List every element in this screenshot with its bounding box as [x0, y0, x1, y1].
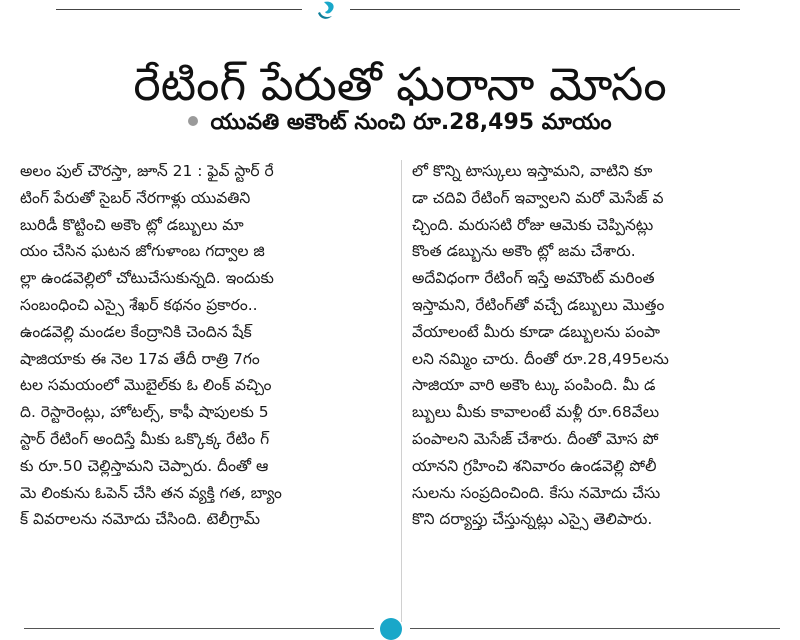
subheadline: యువతి అకౌంట్ నుంచి రూ.28,495 మాయం	[210, 110, 612, 135]
article-line: మె లింకును ఓపెన్ చేసి తన వ్యక్తి గత, బ్యాం	[20, 483, 282, 502]
article-line: పంపాలని మెసేజ్ చేశారు. దీంతో మోస పో	[412, 429, 659, 448]
article-line: కొంత డబ్బును అకౌం ట్లో జమ చేశారు.	[412, 242, 636, 261]
article-line: టల సమయంలో మొబైల్‌కు ఓ లింక్ వచ్చిం	[20, 376, 272, 395]
article-line: లని నమ్మిం చారు. దీంతో రూ.28,495లను	[412, 349, 669, 368]
article-line: యం చేసిన ఘటన జోగుళాంబ గద్వాల జి	[20, 242, 265, 261]
article-column-right	[412, 158, 794, 533]
article-line: ఇస్తామని, రేటింగ్‌తో వచ్చే డబ్బులు మొత్తం	[412, 295, 665, 314]
article-line: కు రూ.50 చెల్లిస్తామని చెప్పారు. దీంతో ఆ	[20, 456, 269, 475]
article-line: బ్బులు మీకు కావాలంటే మళ్లీ రూ.68వేలు	[412, 403, 660, 422]
headline: రేటింగ్ పేరుతో ఘరానా మోసం	[133, 56, 667, 111]
article-line: ల్లా ఉండవెల్లిలో చోటుచేసుకున్నది. ఇందుకు	[20, 269, 274, 288]
article-line: సులను సంప్రదించింది. కేసు నమోదు చేసు	[412, 483, 661, 502]
article-line: అలం పుల్ చౌరస్తా, జూన్ 21 : ఫైవ్ స్టార్ రే	[20, 162, 274, 180]
article-line: కొని దర్యాప్తు చేస్తున్నట్లు ఎస్సై తెలిపారు.	[412, 510, 653, 529]
publication-mark-icon	[310, 0, 340, 22]
article-line: లో కొన్ని టాస్కులు ఇస్తామని, వాటిని కూ	[412, 162, 653, 180]
article-line: ఉండవెల్లి మండల కేంద్రానికి చెందిన షేక్	[20, 322, 252, 341]
column-divider	[401, 160, 402, 622]
article-line: క్ వివరాలను నమోదు చేసింది. టెలీగ్రామ్	[20, 510, 260, 529]
top-rule-left	[56, 9, 302, 10]
article-line: అదేవిధంగా రేటింగ్ ఇస్తే అమౌంట్ మరింత	[412, 269, 655, 288]
article-line: డా చదివి రేటింగ్ ఇవ్వాలని మరో మెసేజ్ వ	[412, 188, 664, 207]
article-line: స్టార్ రేటింగ్ అందిస్తే మీకు ఒక్కొక్క రేటిం గ్	[20, 429, 270, 448]
bullet-icon	[188, 116, 198, 126]
bottom-dot-icon	[380, 618, 402, 640]
article-line: ది. రెస్టారెంట్లు, హోటల్స్, కాఫీ షాపులకు 5	[20, 403, 269, 422]
bottom-rule-right	[410, 628, 780, 629]
article-line: యానని గ్రహించి శనివారం ఉండవెల్లి పోలీ	[412, 456, 657, 475]
article-line: సాజియా వారి అకౌం ట్కు పంపింది. మీ డ	[412, 376, 656, 395]
top-rule-right	[350, 9, 740, 10]
bottom-rule-left	[24, 628, 374, 629]
article-column-left	[20, 158, 402, 533]
subheadline-row	[0, 106, 800, 140]
article-line: సంబంధించి ఎస్సై శేఖర్ కథనం ప్రకారం..	[20, 295, 258, 314]
article-line: షాజియాకు ఈ నెల 17వ తేదీ రాత్రి 7గం	[20, 349, 260, 368]
article-line: వేయాలంటే మీరు కూడా డబ్బులను పంపా	[412, 322, 660, 341]
article-line: బురిడీ కొట్టించి అకౌం ట్లో డబ్బులు మా	[20, 215, 244, 234]
article-line: టింగ్ పేరుతో సైబర్ నేరగాళ్లు యువతిని	[20, 188, 251, 207]
article-line: చ్చింది. మరుసటి రోజు ఆమెకు చెప్పినట్లు	[412, 215, 654, 234]
